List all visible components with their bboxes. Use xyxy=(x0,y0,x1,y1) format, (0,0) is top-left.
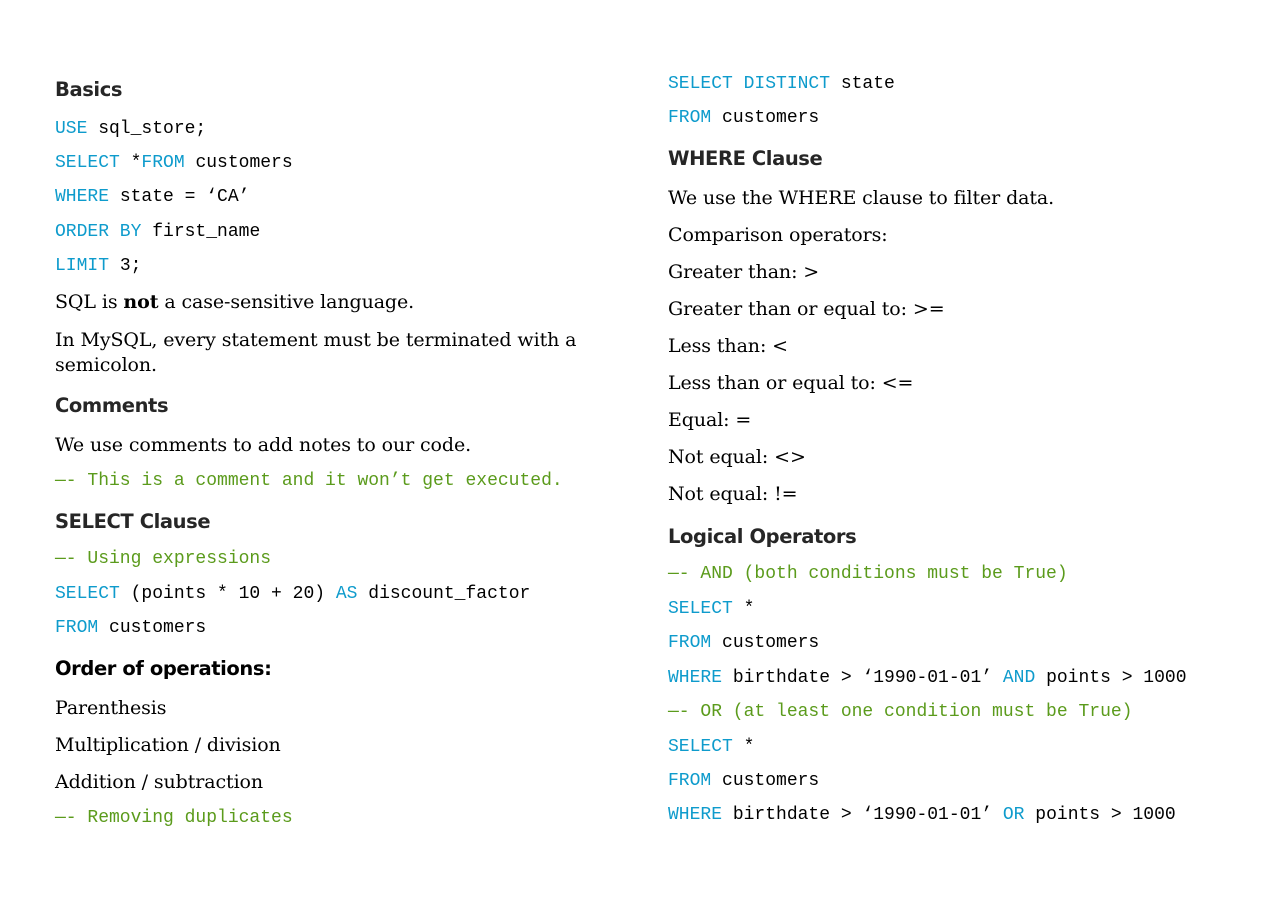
use-rest: sql_store; xyxy=(87,119,207,139)
comments-description: We use comments to add notes to our code. xyxy=(55,434,472,456)
or-comment: —- OR (at least one condition must be True) xyxy=(668,702,1133,722)
comment-example: —- This is a comment and it won’t get executed. xyxy=(55,471,563,491)
from-rest: customers xyxy=(711,633,820,653)
select-star: * xyxy=(732,599,755,619)
order-op-item: Multiplication / division xyxy=(55,734,281,756)
condition-a: birthdate > ‘1990-01-01’ xyxy=(722,805,1003,825)
comparison-operator-item: Greater than or equal to: >= xyxy=(668,298,945,320)
from-statement xyxy=(668,108,819,128)
from-rest: customers xyxy=(184,153,293,173)
comparison-operator-item: Greater than: > xyxy=(668,261,820,283)
order-op-item: Parenthesis xyxy=(55,697,167,719)
select-distinct-statement xyxy=(668,74,895,94)
alias: discount_factor xyxy=(357,584,531,604)
select-keyword: SELECT xyxy=(668,737,733,757)
order-by-keyword: ORDER BY xyxy=(55,222,142,242)
where-description: We use the WHERE clause to filter data. xyxy=(668,187,1055,209)
or-keyword: OR xyxy=(1002,805,1025,825)
select-statement xyxy=(668,737,754,757)
order-of-operations-heading: Order of operations: xyxy=(55,657,272,680)
limit-statement xyxy=(55,256,141,276)
where-clause-heading: WHERE Clause xyxy=(668,147,823,170)
basics-heading: Basics xyxy=(55,78,123,101)
case-note-b: a case-sensitive language. xyxy=(158,291,415,313)
removing-duplicates-comment: —- Removing duplicates xyxy=(55,808,293,828)
from-keyword: FROM xyxy=(141,153,185,173)
expression: (points * 10 + 20) xyxy=(119,584,336,604)
limit-rest: 3; xyxy=(109,256,142,276)
comparison-operator-item: Less than: < xyxy=(668,335,788,357)
select-star: * xyxy=(119,153,142,173)
where-and-statement xyxy=(668,668,1187,688)
order-by-rest: first_name xyxy=(141,222,261,242)
select-keyword: SELECT xyxy=(668,599,733,619)
select-clause-heading: SELECT Clause xyxy=(55,510,211,533)
limit-keyword: LIMIT xyxy=(55,256,110,276)
from-keyword: FROM xyxy=(668,633,712,653)
where-rest: state = ‘CA’ xyxy=(109,187,250,207)
where-keyword: WHERE xyxy=(55,187,110,207)
use-keyword: USE xyxy=(55,119,88,139)
condition-b: points > 1000 xyxy=(1024,805,1176,825)
where-statement xyxy=(55,187,249,207)
case-sensitivity-note xyxy=(55,291,414,313)
semicolon-note: In MySQL, every statement must be terminated with a semicolon. xyxy=(55,329,577,376)
condition-b: points > 1000 xyxy=(1035,668,1187,688)
case-note-a: SQL is xyxy=(55,291,124,313)
condition-a: birthdate > ‘1990-01-01’ xyxy=(722,668,1003,688)
expressions-comment: —- Using expressions xyxy=(55,549,272,569)
order-op-item: Addition / subtraction xyxy=(55,771,264,793)
select-distinct-rest: state xyxy=(830,74,895,94)
comparison-operator-item: Not equal: <> xyxy=(668,446,806,468)
case-note-bold: not xyxy=(123,291,159,313)
select-star: * xyxy=(732,737,755,757)
comments-heading: Comments xyxy=(55,394,169,417)
select-keyword: SELECT xyxy=(55,584,120,604)
where-keyword: WHERE xyxy=(668,668,723,688)
from-rest: customers xyxy=(711,108,820,128)
select-keyword: SELECT xyxy=(55,153,120,173)
from-keyword: FROM xyxy=(668,108,712,128)
comparison-operators-title: Comparison operators: xyxy=(668,224,888,246)
select-expression-statement xyxy=(55,584,530,604)
comparison-operator-item: Equal: = xyxy=(668,409,752,431)
from-rest: customers xyxy=(711,771,820,791)
use-statement xyxy=(55,119,206,139)
and-keyword: AND xyxy=(1002,668,1036,688)
and-comment: —- AND (both conditions must be True) xyxy=(668,564,1068,584)
where-keyword: WHERE xyxy=(668,805,723,825)
as-keyword: AS xyxy=(335,584,358,604)
where-or-statement xyxy=(668,805,1176,825)
from-statement xyxy=(668,633,819,653)
select-statement xyxy=(55,153,293,173)
select-distinct-keyword: SELECT DISTINCT xyxy=(668,74,831,94)
from-statement xyxy=(55,618,206,638)
from-rest: customers xyxy=(98,618,207,638)
comparison-operator-item: Not equal: != xyxy=(668,483,798,505)
select-statement xyxy=(668,599,754,619)
from-statement xyxy=(668,771,819,791)
from-keyword: FROM xyxy=(55,618,99,638)
order-by-statement xyxy=(55,222,260,242)
comparison-operator-item: Less than or equal to: <= xyxy=(668,372,914,394)
from-keyword: FROM xyxy=(668,771,712,791)
logical-operators-heading: Logical Operators xyxy=(668,525,857,548)
